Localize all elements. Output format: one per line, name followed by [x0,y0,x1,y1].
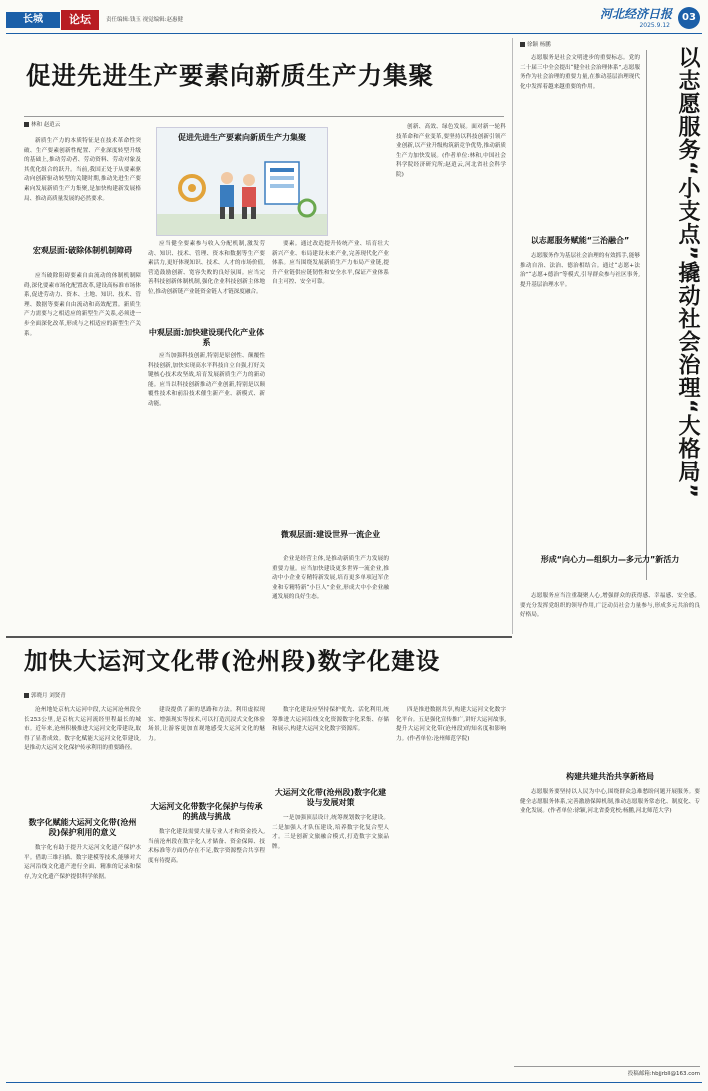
header-rule [6,33,702,34]
newspaper-name: 河北经济日报 [599,7,672,21]
article-2-top-rule [6,636,512,638]
people-with-gears-illustration [157,128,327,235]
article-2-subhead-1: 数字化赋能大运河文化带(沧州段)保护利用的意义 [28,818,137,837]
article-2-byline [24,691,66,699]
article-2-col-2: 建设提供了新的思路和方法。利用虚拟现实、增强现实等技术,可以打造沉浸式文化体验场景,让游客更加直观地感受大运河文化的魅力。 [148,707,265,742]
article-2-col-4: 四是推进数据共享,构建大运河文化数字化平台。五是强化宣传推广,讲好大运河故事,提升大运河文化带(沧州段)的知名度和影响力。(作者单位:沧州师范学院) [396,707,506,742]
article-2-col-3-body: 一是加强顶层设计,统筹规划数字化建设。二是加强人才队伍建设,培养数字化复合型人才。三是创新文旅融合模式,打造数字文旅品牌。 [272,815,389,850]
article-1-subhead-1: 宏观层面:破除体制机制障碍 [32,246,133,255]
article-3-title-rule [646,50,647,580]
article-3-subhead-2: 形成“向心力—组织力—多元力”新活力 [540,555,680,564]
article-1-title-rule [24,116,504,117]
article-2-authors: 郭晓月 刘贤青 [31,693,66,699]
article-2-subhead-2: 大运河文化带数字化保护与传承的挑战与挑战 [150,802,263,821]
byline-square-icon [520,42,525,47]
byline-square-icon [24,693,29,698]
page-header [0,0,708,38]
page-number: 03 [678,7,700,29]
section-tab-forum: 论坛 [61,10,99,30]
section-tab: 长城 [6,12,60,28]
article-3-authors: 徐颖 杨鹏 [527,42,551,48]
byline-square-icon [24,122,29,127]
article-1-title: 促进先进生产要素向新质生产力集聚 [26,61,434,90]
illustration-caption: 促进先进生产要素向新质生产力集聚 [178,133,306,142]
article-3-body-lower: 志愿服务应当注重凝聚人心,增强群众的获得感、幸福感、安全感。要充分发挥党组织的领导作用,广泛动员社会力量参与,形成多元共治的良好格局。 [520,593,700,619]
article-2-subhead-3: 大运河文化带(沧州段)数字化建设与发展对策 [274,788,387,807]
article-3-byline [520,40,551,48]
article-2-title: 加快大运河文化带(沧州段)数字化建设 [24,647,441,675]
article-3-col-1-intro: 志愿服务是社会文明进步的重要标志。党的二十届三中全会提出“健全社会治理体系”,志愿服务作为社会治理的重要力量,在推动基层治理现代化中发挥着越来越重要的作用。 [520,55,640,90]
editors-credit: 责任编辑:钱玉 视觉编辑:赵惠健 [106,17,183,23]
article-1-col-2: 应当健全要素参与收入分配机制,激发劳动、知识、技术、管理、资本和数据等生产要素活力,更好体现知识、技术、人才的市场价值,营造鼓励创新、宽容失败的良好氛围。应当完善科技创新体制机制,强化企业科技创新主体地位,推动创新链产业链资金链人才链深度融合。 [148,241,265,295]
footer-rule [6,1082,702,1083]
article-1-col-4: 创新、高效、绿色发展。面对新一轮科技革命和产业变革,要坚持以科技创新引领产业创新,以产业升级构筑新竞争优势,推动新质生产力加快发展。(作者单位:林和,中国社会科学院经济研究所;赵逍云,河北省社会科学院) [396,124,506,178]
submission-email: 投稿邮箱:hbjjrbll@163.com [514,1066,700,1081]
article-1-col-1-body: 应当破除阻碍要素自由流动的体制机制障碍,深化要素市场化配置改革,建设高标准市场体系,促进劳动力、资本、土地、知识、技术、管理、数据等要素自由流动和高效配置。新质生产力需要与之相适应的新型生产关系,必须进一步全面深化改革,形成与之相适应的新型生产关系。 [24,273,141,337]
article-3-col-1-body: 志愿服务作为基层社会治理的有效抓手,能够推动自治、法治、德治相结合。通过“志愿+法治”“志愿+德治”等模式,引导群众参与社区事务,提升基层治理水平。 [520,253,640,288]
article-3-body-final: 志愿服务要坚持以人民为中心,围绕群众急难愁盼问题开展服务。要健全志愿服务体系,完善激励保障机制,推动志愿服务常态化、制度化、专业化发展。(作者单位:徐颖,河北省委党校;杨鹏,河北师范大学) [520,789,700,815]
article-3-subhead-3: 构建共建共治共享新格局 [566,772,654,781]
article-1-col-3-body: 企业是经营主体,是推动新质生产力发展的重要力量。应当加快建设更多世界一流企业,推动中小企业专精特新发展,培育更多单项冠军企业和专精特新“小巨人”企业,形成大中小企业融通发展的良好生态。 [272,556,389,601]
issue-date: 2025.9.12 [639,22,670,29]
article-1-col-3: 要素。通过改造提升传统产业、培育壮大新兴产业、布局建设未来产业,完善现代化产业体系。应当围绕发展新质生产力布局产业链,提升产业链供应链韧性和安全水平,保证产业体系自主可控、安全可靠。 [272,241,389,286]
article-1-illustration [156,127,328,236]
article-2-col-2-body: 数字化建设需要大量专业人才和资金投入,当前沧州段在数字化人才储备、资金保障、技术标准等方面仍存在不足,数字资源整合共享程度有待提高。 [148,829,265,864]
article-2-col-1: 沧州地处京杭大运河中段,大运河沧州段全长253公里,是京杭大运河流经里程最长的城市。近年来,沧州积极推进大运河文化带建设,取得了显著成效。数字化赋能大运河文化带建设,是推动大运河文化保护传承利用的重要路径。 [24,707,141,752]
article-1-col-1-intro: 新质生产力的本质特征是在技术革命性突破、生产要素创新性配置、产业深度转型升级的基础上,推动劳动者、劳动资料、劳动对象及其优化组合的跃升。当前,我国正处于从要素驱动向创新驱动转型的关键时期,推动先进生产要素向发展新质生产力集聚,是加快构建新发展格局、推动高质量发展的必然要求。 [24,138,141,202]
article-3-subhead-1: 以志愿服务赋能“三治融合” [530,236,630,245]
article-3-title: 以志愿服务“小支点”撬动社会治理“大格局” [675,46,700,499]
article-1-authors: 林和 赵逍云 [31,122,61,128]
article-1-byline [24,120,60,128]
article-1-subhead-3: 微观层面:建设世界一流企业 [280,530,381,539]
article-2-col-3: 数字化建设应坚持保护优先、活化利用,统筹推进大运河沿线文化资源数字化采集、存储和展示,构建大运河文化数字资源库。 [272,707,389,733]
article-2-col-1-body: 数字化有助于提升大运河文化遗产保护水平。借助三维扫描、数字建模等技术,能够对大运河沿线文化遗产进行全面、精准的记录和保存,为文化遗产保护提供科学依据。 [24,845,141,880]
article-1-subhead-2: 中观层面:加快建设现代化产业体系 [148,328,265,347]
article-1-col-2-body: 应当加强科技创新,特别是原创性、颠覆性科技创新,加快实现高水平科技自立自强,打好关键核心技术攻坚战,培育发展新质生产力的新动能。应当以科技创新推动产业创新,特别是以颠覆性技术和前沿技术催生新产业、新模式、新动能。 [148,353,265,407]
